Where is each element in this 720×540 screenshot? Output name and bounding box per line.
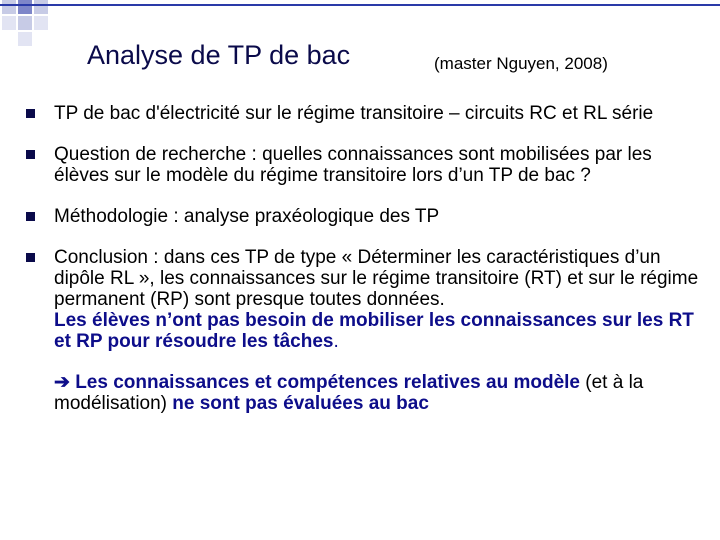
deco-square bbox=[2, 16, 16, 30]
conclusion-emphasis bbox=[54, 310, 706, 352]
deco-square bbox=[18, 0, 32, 14]
result-bold-text-2: ne sont pas évaluées au bac bbox=[172, 393, 429, 414]
result-bold-text: Les connaissances et compétences relatives au modèle bbox=[75, 372, 580, 393]
square-bullet-icon bbox=[26, 150, 35, 159]
list-item bbox=[26, 247, 706, 414]
bullet-text: Méthodologie : analyse praxéologique des TP bbox=[54, 206, 440, 227]
deco-square bbox=[34, 16, 48, 30]
page-subtitle: (master Nguyen, 2008) bbox=[434, 54, 608, 73]
spacer bbox=[54, 352, 706, 372]
deco-square bbox=[34, 0, 48, 14]
square-bullet-icon bbox=[26, 109, 35, 118]
page-title: Analyse de TP de bac bbox=[87, 40, 351, 70]
list-item bbox=[26, 206, 706, 227]
square-bullet-icon bbox=[26, 253, 35, 262]
deco-square bbox=[18, 32, 32, 46]
bullet-text: Question de recherche : quelles connaissances sont mobilisées par les élèves sur le modèle du régime transitoire lors d’un TP de bac ? bbox=[54, 144, 652, 186]
emphasis-period: . bbox=[333, 331, 339, 352]
header-rule bbox=[0, 4, 720, 6]
bullet-list bbox=[26, 103, 706, 434]
deco-square bbox=[2, 0, 16, 14]
list-item bbox=[26, 103, 706, 124]
result-line bbox=[54, 372, 706, 414]
bullet-text: TP de bac d'électricité sur le régime transitoire – circuits RC et RL série bbox=[54, 103, 654, 124]
bullet-text: Conclusion : dans ces TP de type « Déterminer les caractéristiques d’un dipôle RL », les connaissances sur le régime transitoire (RT) et sur le régime permanent (RP) sont presque toutes données. bbox=[54, 247, 699, 310]
emphasis-text: Les élèves n’ont pas besoin de mobiliser les connaissances sur les RT et RP pour résoudre les tâches bbox=[54, 310, 694, 352]
square-bullet-icon bbox=[26, 212, 35, 221]
list-item bbox=[26, 144, 706, 186]
deco-square bbox=[18, 16, 32, 30]
result-normal-text: (et à la modélisation) bbox=[54, 372, 644, 414]
arrow-right-icon: ➔ bbox=[54, 372, 70, 393]
